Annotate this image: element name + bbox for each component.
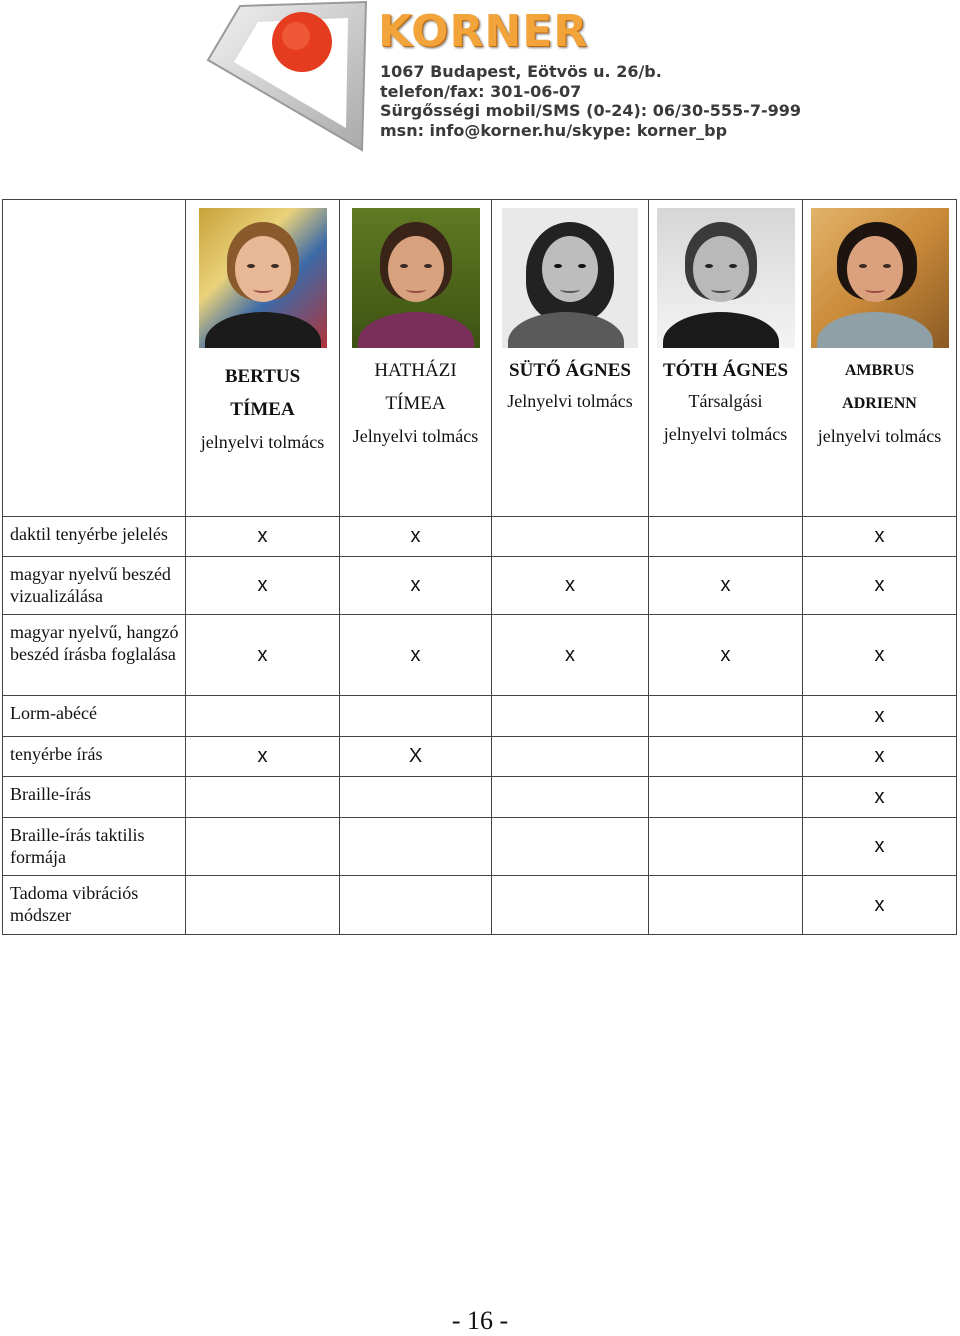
skill-label: Braille-írás taktilis formája — [3, 818, 186, 876]
skill-mark — [492, 818, 649, 876]
person-name-line1: HATHÁZI — [374, 360, 457, 381]
skill-mark: x — [803, 777, 957, 818]
skill-mark — [649, 696, 803, 737]
person-photo — [352, 208, 480, 348]
table-row — [3, 777, 957, 818]
person-role-line2: jelnyelvi tolmács — [663, 424, 788, 444]
skill-mark — [186, 876, 340, 935]
person-name-line1: BERTUS — [224, 366, 301, 387]
person-card — [649, 200, 803, 517]
person-name-line2: ADRIENN — [842, 395, 917, 412]
skill-mark: x — [803, 615, 957, 696]
skill-mark — [649, 876, 803, 935]
person-card — [186, 200, 340, 517]
skill-mark — [340, 876, 492, 935]
person-name-line1: SÜTŐ ÁGNES — [509, 360, 631, 381]
contact-line: msn: info@korner.hu/skype: korner_bp — [380, 120, 728, 140]
skill-mark — [186, 696, 340, 737]
skill-mark — [492, 517, 649, 557]
interpreter-skills-table — [2, 199, 957, 935]
person-role: Jelnyelvi tolmács — [507, 391, 633, 411]
skill-label: magyar nyelvű, hangzó beszéd írásba foglalása — [3, 615, 186, 696]
skill-label: Lorm-abécé — [3, 696, 186, 737]
skill-mark: x — [186, 737, 340, 777]
skill-mark — [186, 818, 340, 876]
table-row — [3, 517, 957, 557]
skill-mark: X — [340, 737, 492, 777]
page-number: - 16 - — [451, 1306, 509, 1335]
skill-mark — [340, 696, 492, 737]
table-row — [3, 737, 957, 777]
person-role: Társalgási — [688, 391, 763, 411]
skill-mark — [649, 737, 803, 777]
skill-mark: x — [340, 517, 492, 557]
person-card — [492, 200, 649, 517]
person-card — [340, 200, 492, 517]
person-name-line2: TÍMEA — [230, 399, 295, 420]
skill-mark: x — [492, 557, 649, 615]
skill-mark: x — [340, 615, 492, 696]
skill-mark — [340, 777, 492, 818]
emergency-line: Sürgősségi mobil/SMS (0-24): 06/30-555-7-999 — [380, 101, 801, 120]
person-role: jelnyelvi tolmács — [200, 432, 325, 452]
table-row — [3, 615, 957, 696]
skill-mark: x — [803, 818, 957, 876]
person-name-line2: TÍMEA — [385, 393, 446, 414]
contact-block — [380, 62, 801, 140]
person-name-line1: AMBRUS — [844, 362, 915, 379]
person-photo — [657, 208, 795, 348]
korner-logo — [200, 0, 801, 160]
skill-mark: x — [803, 696, 957, 737]
skill-mark — [492, 696, 649, 737]
skill-mark: x — [186, 557, 340, 615]
skill-mark — [492, 777, 649, 818]
skill-mark — [186, 777, 340, 818]
skill-label: magyar nyelvű beszéd vizualizálása — [3, 557, 186, 615]
person-photo — [811, 208, 949, 348]
person-photo — [199, 208, 327, 348]
skill-mark: x — [492, 615, 649, 696]
skill-mark — [649, 777, 803, 818]
skill-mark: x — [803, 876, 957, 935]
address-line: 1067 Budapest, Eötvös u. 26/b. — [380, 62, 662, 81]
skill-mark: x — [186, 517, 340, 557]
phone-line: telefon/fax: 301-06-07 — [380, 81, 582, 101]
skill-label: Tadoma vibrációs módszer — [3, 876, 186, 935]
brand-name: KORNER — [378, 6, 589, 57]
person-card — [803, 200, 957, 517]
skill-mark: x — [649, 615, 803, 696]
skill-mark: x — [803, 737, 957, 777]
skill-mark — [492, 737, 649, 777]
skill-mark: x — [803, 517, 957, 557]
skill-mark — [649, 818, 803, 876]
skill-mark: x — [803, 557, 957, 615]
skill-mark: x — [186, 615, 340, 696]
skill-mark: x — [649, 557, 803, 615]
skill-mark — [649, 517, 803, 557]
skill-label: daktil tenyérbe jelelés — [3, 517, 186, 557]
corner-cell — [3, 200, 186, 517]
header-row — [3, 200, 957, 517]
person-name-line1: TÓTH ÁGNES — [662, 360, 789, 381]
person-role: jelnyelvi tolmács — [817, 426, 942, 446]
table-row — [3, 818, 957, 876]
skill-mark — [340, 818, 492, 876]
logo-triangle-icon — [200, 0, 380, 160]
skill-label: tenyérbe írás — [3, 737, 186, 777]
table-row — [3, 696, 957, 737]
skill-label: Braille-írás — [3, 777, 186, 818]
person-photo — [502, 208, 638, 348]
person-role: Jelnyelvi tolmács — [352, 426, 479, 446]
skill-mark: x — [340, 557, 492, 615]
table-row — [3, 876, 957, 935]
table-row — [3, 557, 957, 615]
skill-mark — [492, 876, 649, 935]
